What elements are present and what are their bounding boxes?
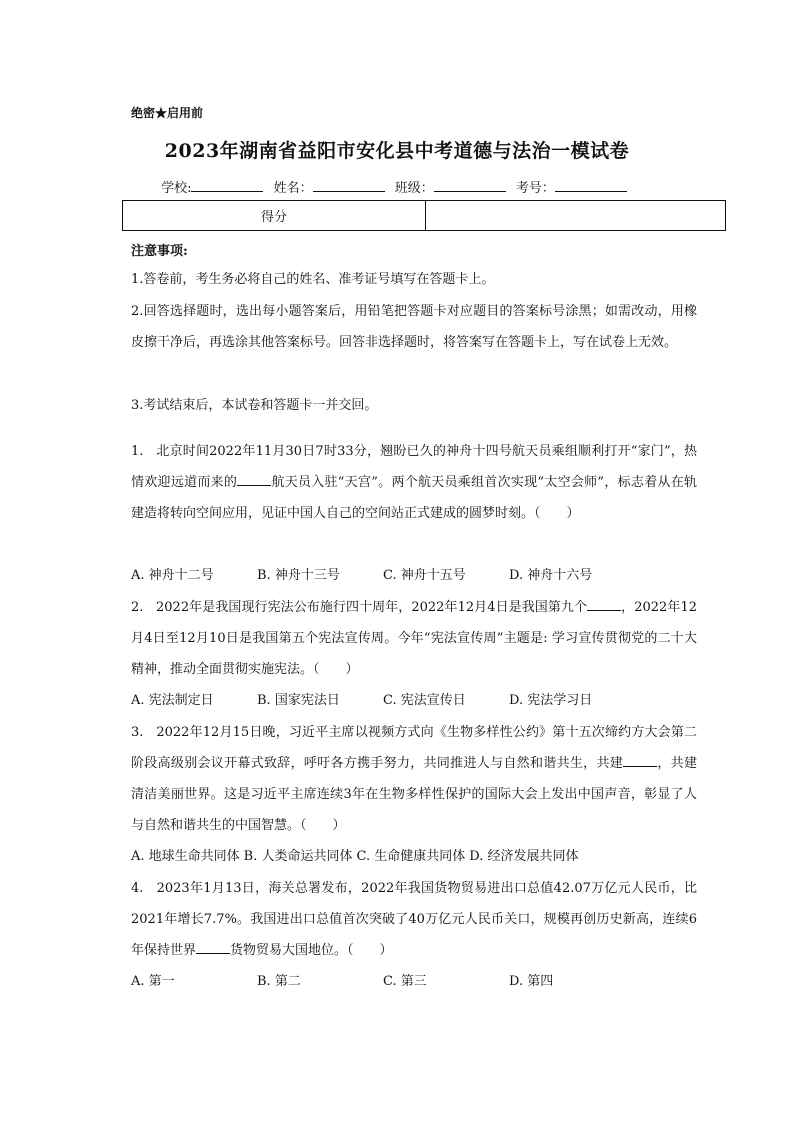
school-label: 学校: xyxy=(161,181,192,196)
option-b: B. 第二 xyxy=(257,974,301,989)
question-1-options xyxy=(131,566,697,586)
score-value xyxy=(426,201,726,231)
note-item-2: 2.回答选择题时，选出每小题答案后，用铅笔把答题卡对应题目的答案标号涂黑；如需改动，用橡皮擦干净后，再选涂其他答案标号。回答非选择题时，将答案写在答题卡上，写在试卷上无效。 xyxy=(131,304,697,350)
note-item-3: 3.考试结束后，本试卷和答题卡一并交回。 xyxy=(131,398,378,413)
option-a: A. 神舟十二号 xyxy=(131,568,214,583)
answer-blank xyxy=(623,754,657,767)
question-3-options xyxy=(131,847,697,867)
question-text-before: 2022年12月15日晚，习近平主席以视频方式向《生物多样性公约》第十五次缔约方大会第二阶段高级别会议开幕式致辞，呼吁各方携手努力，共同推进人与自然和谐共生，共建 xyxy=(131,725,697,771)
class-label: 班级： xyxy=(394,181,434,196)
option-a: A. 第一 xyxy=(131,974,175,989)
name-blank xyxy=(313,179,385,192)
question-number: 3. xyxy=(131,725,144,740)
question-text-before: 北京时间2022年11月30日7时33分，翘盼已久的神舟十四号航天员乘组顺利打开“家门”，热情欢迎远道而来的 xyxy=(131,444,697,490)
exam-number-label: 考号： xyxy=(515,181,555,196)
option-d: D. 宪法学习日 xyxy=(509,693,593,708)
question-text-after: ，2022年12月4日至12月10日是我国第五个宪法宣传周。今年“宪法宣传周”主题是: 学习宣传贯彻党的二十大精神，推动全面贯彻实施宪法。（ ） xyxy=(131,600,697,677)
question-4-options xyxy=(131,972,697,992)
class-blank xyxy=(434,179,506,192)
name-label: 姓名： xyxy=(273,181,313,196)
note-item-1: 1.答卷前，考生务必将自己的姓名、准考证号填写在答题卡上。 xyxy=(131,272,495,287)
option-b: B. 神舟十三号 xyxy=(257,568,340,583)
notes-title: 注意事项: xyxy=(131,244,188,259)
question-number: 1. xyxy=(131,444,144,459)
school-blank xyxy=(191,179,263,192)
option-b: B. 国家宪法日 xyxy=(257,693,340,708)
option-d: D. 神舟十六号 xyxy=(509,568,593,583)
answer-blank xyxy=(237,473,271,486)
option-c: C. 神舟十五号 xyxy=(383,568,466,583)
option-b: B. 人类命运共同体 xyxy=(243,849,353,864)
score-label: 得分 xyxy=(123,201,426,231)
question-1 xyxy=(131,436,697,529)
question-3 xyxy=(131,717,697,841)
question-text-before: 2022年是我国现行宪法公布施行四十周年，2022年12月4日是我国第九个 xyxy=(156,600,588,615)
question-4 xyxy=(131,873,697,966)
option-d: D. 第四 xyxy=(509,974,554,989)
question-text-after: 货物贸易大国地位。（ ） xyxy=(230,943,393,958)
answer-blank xyxy=(196,941,230,954)
exam-number-blank xyxy=(555,179,627,192)
question-text-after: ，共建清洁美丽世界。这是习近平主席连续3年在生物多样性保护的国际大会上发出中国声音，彰显了人与自然和谐共生的中国智慧。（ ） xyxy=(131,756,697,833)
option-c: C. 宪法宣传日 xyxy=(383,693,466,708)
question-2 xyxy=(131,592,697,685)
question-text-before: 2023年1月13日，海关总署发布，2022年我国货物贸易进出口总值42.07万亿元人民币，比2021年增长7.7%。我国进出口总值首次突破了40万亿元人民币关口，规模再创历史新高，连续6年保持世界 xyxy=(131,881,697,958)
option-a: A. 地球生命共同体 xyxy=(131,849,240,864)
student-info-line xyxy=(0,177,794,196)
question-2-options xyxy=(131,691,697,711)
page-title: 2023年湖南省益阳市安化县中考道德与法治一模试卷 xyxy=(164,140,630,162)
question-text-after: 航天员入驻“天宫”。两个航天员乘组首次实现“太空会师”，标志着从在轨建造将转向空间应用，见证中国人自己的空间站正式建成的圆梦时刻。（ ） xyxy=(131,475,697,521)
option-d: D. 经济发展共同体 xyxy=(469,849,579,864)
option-a: A. 宪法制定日 xyxy=(131,693,214,708)
option-c: C. 第三 xyxy=(383,974,427,989)
question-number: 4. xyxy=(131,881,144,896)
score-table xyxy=(122,200,726,231)
answer-blank xyxy=(587,598,621,611)
secret-mark: 绝密★启用前 xyxy=(131,106,204,120)
question-number: 2. xyxy=(131,600,144,615)
option-c: C. 生命健康共同体 xyxy=(356,849,466,864)
